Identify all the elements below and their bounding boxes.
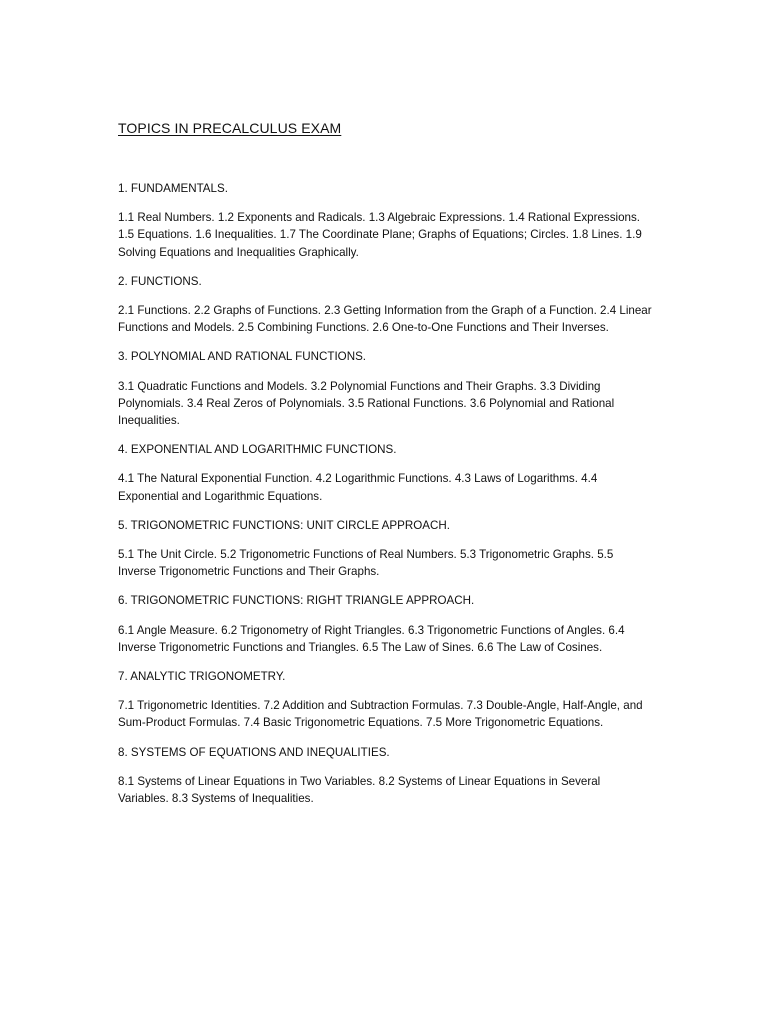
section-heading-systems: 8. SYSTEMS OF EQUATIONS AND INEQUALITIES.	[118, 745, 390, 759]
section-heading-trig-right-triangle: 6. TRIGONOMETRIC FUNCTIONS: RIGHT TRIANGLE APPROACH.	[118, 594, 475, 608]
section-heading-polynomial-rational: 3. POLYNOMIAL AND RATIONAL FUNCTIONS.	[118, 350, 367, 364]
section-text-systems: 8.1 Systems of Linear Equations in Two Variables. 8.2 Systems of Linear Equations in Several Variables. 8.3 Systems of Inequalities.	[118, 774, 601, 806]
section-text-trig-unit-circle: 5.1 The Unit Circle. 5.2 Trigonometric Functions of Real Numbers. 5.3 Trigonometric Graphs. 5.5 Inverse Trigonometric Functions and Their Graphs.	[118, 548, 614, 579]
section-text-trig-right-triangle: 6.1 Angle Measure. 6.2 Trigonometry of Right Triangles. 6.3 Trigonometric Functions of Angles. 6.4 Inverse Trigonometric Functions and Triangles. 6.5 The Law of Sines. 6.6 The Law of Cosines.	[118, 623, 625, 654]
section-heading-trig-unit-circle: 5. TRIGONOMETRIC FUNCTIONS: UNIT CIRCLE APPROACH.	[118, 518, 450, 532]
section-heading-analytic-trigonometry: 7. ANALYTIC TRIGONOMETRY.	[118, 670, 286, 684]
section-heading-functions: 2. FUNCTIONS.	[118, 274, 202, 288]
section-heading-fundamentals: 1. FUNDAMENTALS.	[118, 182, 228, 195]
section-heading-exponential-logarithmic: 4. EXPONENTIAL AND LOGARITHMIC FUNCTIONS.	[118, 443, 397, 457]
section-text-analytic-trigonometry: 7.1 Trigonometric Identities. 7.2 Addition and Subtraction Formulas. 7.3 Double-Angle, Half-Angle, and Sum-Product Formulas. 7.4 Basic Trigonometric Equations. 7.5 More Trigonometric Equations.	[118, 699, 643, 730]
section-text-functions: 2.1 Functions. 2.2 Graphs of Functions. 2.3 Getting Information from the Graph of a Function. 2.4 Linear Functions and Models. 2.5 Combining Functions. 2.6 One-to-One Functions and Their Inverses.	[118, 304, 652, 335]
document-title: TOPICS IN PRECALCULUS EXAM	[118, 120, 342, 136]
topics-list	[118, 180, 652, 819]
section-text-exponential-logarithmic: 4.1 The Natural Exponential Function. 4.2 Logarithmic Functions. 4.3 Laws of Logarithms. 4.4 Exponential and Logarithmic Equations.	[118, 472, 598, 503]
section-text-fundamentals: 1.1 Real Numbers. 1.2 Exponents and Radicals. 1.3 Algebraic Expressions. 1.4 Rational Expressions. 1.5 Equations. 1.6 Inequalities. 1.7 The Coordinate Plane; Graphs of Equations; Circles. 1.8 Lines. 1.9 Solving Equations and Inequalities Graphically.	[118, 211, 642, 259]
section-text-polynomial-rational: 3.1 Quadratic Functions and Models. 3.2 Polynomial Functions and Their Graphs. 3.3 Dividing Polynomials. 3.4 Real Zeros of Polynomials. 3.5 Rational Functions. 3.6 Polynomial and Rational Inequalities.	[118, 379, 615, 428]
